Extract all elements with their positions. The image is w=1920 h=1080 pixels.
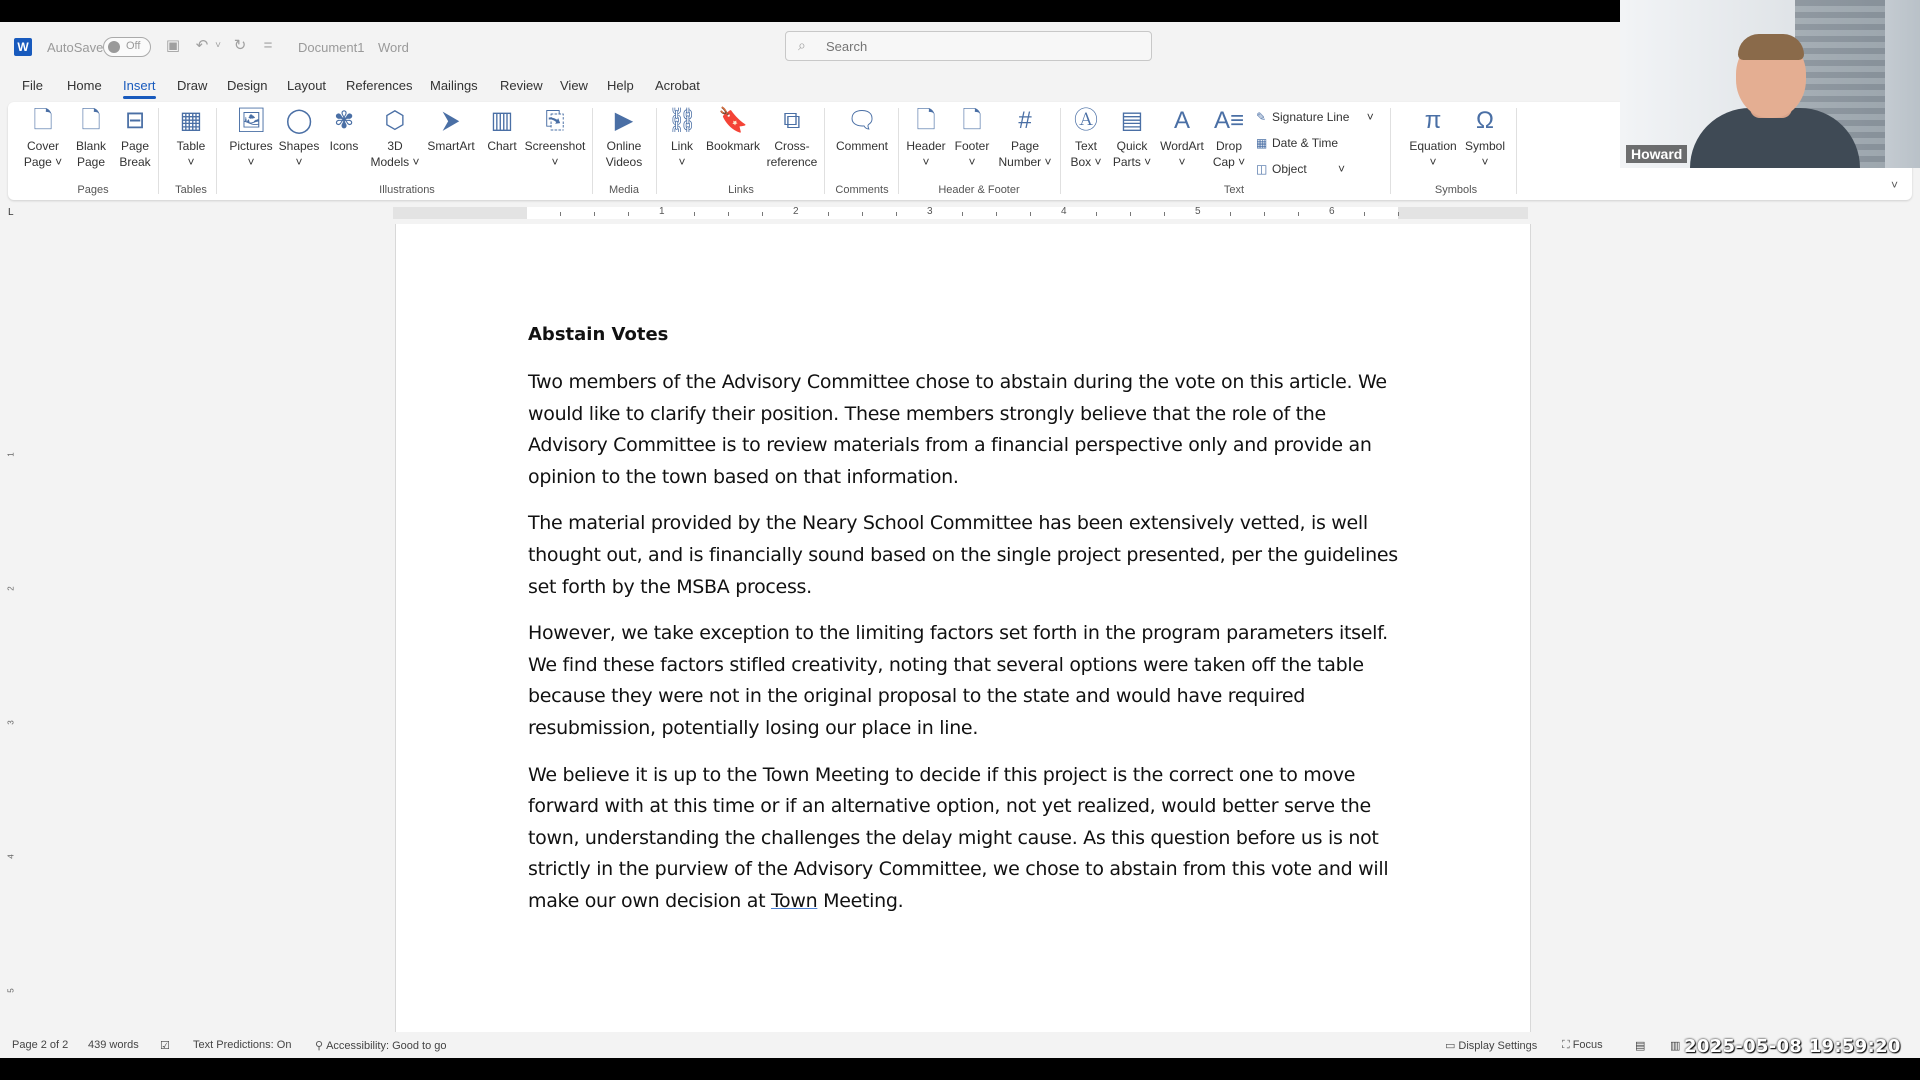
- signature-line-button[interactable]: ✎ Signature Line ˅: [1256, 110, 1374, 124]
- text-box-button[interactable]: Ⓐ Text Box ˅: [1070, 107, 1102, 169]
- ruler-number: 3: [927, 206, 933, 217]
- blank-page-icon: 🗋: [81, 107, 101, 134]
- ruler-tick: [1298, 212, 1299, 216]
- text-predictions[interactable]: Text Predictions: On: [193, 1039, 292, 1051]
- group-separator: [158, 108, 159, 194]
- dropdown-icon: ˅: [1366, 110, 1374, 124]
- group-label-links: Links: [728, 184, 754, 196]
- pi-icon: π: [1424, 107, 1442, 134]
- proofing-icon[interactable]: ☑: [160, 1040, 170, 1052]
- ruler-tick: [1096, 212, 1097, 216]
- tab-mailings[interactable]: Mailings: [430, 78, 478, 93]
- ruler-tick: [962, 212, 963, 216]
- tab-review[interactable]: Review: [500, 78, 543, 93]
- page-break-icon: ⊟: [124, 107, 146, 134]
- undo-icon[interactable]: ↶: [195, 37, 209, 54]
- link-button[interactable]: ⛓ Link ˅: [667, 107, 698, 169]
- paragraph-4: [528, 760, 1408, 918]
- paragraph-1: Two members of the Advisory Committee chose to abstain during the vote on this article. We would like to clarify their position. These members strongly believe that the role of the Advisory Committee is to review materials from a financial perspective only and provide an opinion to the town based on that information.: [528, 371, 1387, 488]
- paragraph-4-end: Meeting.: [817, 889, 904, 912]
- paragraph-3: However, we take exception to the limiting factors set forth in the program parameters itself. We find these factors stifled creativity, noting that several options were taken off the table because they were not in the original proposal to the state and would have required resubmission, potentially losing our place in line.: [528, 622, 1388, 739]
- page-count[interactable]: Page 2 of 2: [12, 1039, 69, 1051]
- document-canvas[interactable]: [24, 222, 1920, 1032]
- search-input[interactable]: [826, 37, 1126, 55]
- autosave-state: Off: [126, 40, 141, 52]
- document-heading: Abstain Votes: [528, 324, 669, 345]
- smartart-icon: ⮞: [442, 107, 460, 134]
- ruler-number: 5: [1195, 206, 1201, 217]
- ruler-tick: [762, 212, 763, 216]
- ruler-number: 4: [1061, 206, 1067, 217]
- group-separator: [824, 108, 825, 194]
- cover-page-icon: 🗋: [33, 107, 53, 134]
- date-time-button[interactable]: ▦ Date & Time: [1256, 136, 1339, 150]
- ruler-tick: [560, 212, 561, 216]
- smartart-button[interactable]: ⮞ SmartArt: [427, 107, 475, 153]
- search-box[interactable]: [785, 31, 1152, 61]
- recording-timestamp: 2025-05-08 19:59:20: [1684, 1036, 1901, 1057]
- ruler-tick: [1164, 212, 1165, 216]
- document-body[interactable]: [528, 324, 1408, 933]
- tab-selector-icon[interactable]: L: [8, 207, 14, 218]
- vruler-number: 5: [6, 988, 16, 993]
- wordart-button[interactable]: A WordArt ˅: [1160, 107, 1204, 169]
- group-separator: [656, 108, 657, 194]
- ruler-tick: [996, 212, 997, 216]
- table-icon: ▦: [179, 107, 203, 134]
- group-separator: [1516, 108, 1517, 194]
- ruler-track: [393, 207, 1528, 219]
- save-icon[interactable]: ▣: [165, 37, 181, 54]
- group-label-tables: Tables: [175, 184, 207, 196]
- footer-icon: 🗋: [962, 107, 982, 134]
- ruler-tick: [1130, 212, 1131, 216]
- tab-design[interactable]: Design: [227, 78, 268, 93]
- shapes-icon: ◯: [285, 107, 313, 134]
- screenshot-icon: ⎘: [545, 107, 565, 134]
- ruler-tick: [628, 212, 629, 216]
- group-label-header-footer: Header & Footer: [938, 184, 1020, 196]
- read-mode-icon[interactable]: ▤: [1635, 1040, 1646, 1052]
- vruler-number: 1: [6, 452, 16, 457]
- icons-button[interactable]: ✾ Icons: [329, 107, 359, 153]
- customize-qat-icon[interactable]: =: [263, 37, 273, 54]
- chart-icon: ▥: [490, 107, 514, 134]
- blank-page-button[interactable]: 🗋 Blank Page: [75, 107, 107, 169]
- dropdown-icon: ˅: [1338, 162, 1346, 176]
- redo-icon[interactable]: ↻: [233, 37, 247, 54]
- comment-icon: 🗨: [847, 107, 878, 134]
- cross-reference-icon: ⧉: [783, 107, 801, 134]
- group-separator: [592, 108, 593, 194]
- app-name: Word: [378, 40, 409, 55]
- print-layout-icon[interactable]: ▥: [1670, 1040, 1681, 1052]
- object-icon: ◫: [1256, 162, 1268, 176]
- bookmark-icon: 🔖: [718, 107, 748, 134]
- group-separator: [1390, 108, 1391, 194]
- autosave-label: AutoSave: [47, 40, 104, 55]
- tab-view[interactable]: View: [560, 78, 588, 93]
- ruler-tick: [1030, 212, 1031, 216]
- status-bar: [0, 1032, 1920, 1058]
- tab-references[interactable]: References: [346, 78, 413, 93]
- person-hair: [1738, 34, 1804, 60]
- object-button[interactable]: ◫ Object ˅: [1256, 162, 1346, 176]
- undo-dropdown-icon[interactable]: ˅: [215, 40, 221, 51]
- pictures-button[interactable]: 🖼 Pictures ˅: [229, 107, 273, 169]
- page-break-button[interactable]: ⊟ Page Break: [119, 107, 151, 169]
- group-label-symbols: Symbols: [1434, 184, 1478, 196]
- bookmark-button[interactable]: 🔖 Bookmark: [705, 107, 761, 153]
- group-label-illustrations: Illustrations: [379, 184, 435, 196]
- ruler-number: 6: [1329, 206, 1335, 217]
- word-logo-icon: W: [14, 38, 32, 56]
- header-icon: 🗋: [916, 107, 936, 134]
- ruler-tick: [594, 212, 595, 216]
- group-label-media: Media: [609, 184, 639, 196]
- group-separator: [216, 108, 217, 194]
- calendar-icon: ▦: [1256, 136, 1268, 150]
- ruler-tick: [1230, 212, 1231, 216]
- search-icon: ⌕: [798, 37, 806, 53]
- ruler-left-margin: [393, 207, 527, 219]
- text-box-icon: Ⓐ: [1074, 107, 1098, 134]
- display-settings[interactable]: ▭ Display Settings: [1445, 1040, 1538, 1052]
- accessibility-icon: ⚲: [315, 1040, 324, 1052]
- chart-button[interactable]: ▥ Chart: [487, 107, 517, 153]
- focus-mode[interactable]: ⛶ Focus: [1562, 1039, 1603, 1051]
- document-name: Document1: [298, 40, 365, 55]
- group-label-comments: Comments: [835, 184, 889, 196]
- wordart-icon: A: [1173, 107, 1190, 134]
- online-video-icon: ▶: [614, 107, 634, 134]
- online-videos-button[interactable]: ▶ Online Videos: [605, 107, 643, 169]
- ruler-tick: [1264, 212, 1265, 216]
- equation-button[interactable]: π Equation ˅: [1409, 107, 1457, 169]
- autosave-toggle[interactable]: [103, 37, 151, 57]
- focus-icon: ⛶: [1562, 1039, 1570, 1051]
- ruler-right-margin: [1398, 207, 1528, 219]
- group-separator: [1060, 108, 1061, 194]
- tab-insert[interactable]: Insert: [123, 78, 156, 93]
- 3d-models-button[interactable]: ⬡ 3D Models ˅: [370, 107, 420, 169]
- group-separator: [898, 108, 899, 194]
- comment-button[interactable]: 🗨 Comment: [835, 107, 888, 153]
- header-button[interactable]: 🗋 Header ˅: [906, 107, 946, 169]
- tab-layout[interactable]: Layout: [287, 78, 327, 93]
- signature-icon: ✎: [1256, 110, 1267, 124]
- tab-home[interactable]: Home: [67, 78, 102, 93]
- vruler-number: 3: [6, 720, 16, 725]
- drop-cap-icon: A≡: [1214, 107, 1245, 134]
- collapse-ribbon-icon[interactable]: ˅: [1890, 178, 1898, 192]
- ribbon-tabs: [0, 72, 1620, 100]
- ruler-tick: [896, 212, 897, 216]
- icons-icon: ✾: [333, 107, 355, 134]
- spelling-flagged-word[interactable]: Town: [770, 889, 818, 912]
- tab-acrobat[interactable]: Acrobat: [655, 78, 700, 93]
- group-label-text: Text: [1223, 184, 1245, 196]
- tab-draw[interactable]: Draw: [177, 78, 208, 93]
- document-page[interactable]: [395, 224, 1531, 1032]
- omega-icon: Ω: [1476, 107, 1494, 134]
- paragraph-4-text: We believe it is up to the Town Meeting to decide if this project is the correct one to move forward with at this time or if an alternative option, not yet realized, would better serve the town, understanding the challenges the delay might cause. As this question before us is not strictly in the purview of the Advisory Committee, we chose to abstain from this vote and will make our own decision at: [528, 763, 1389, 912]
- pictures-icon: 🖼: [236, 107, 267, 134]
- quick-parts-button[interactable]: ▤ Quick Parts ˅: [1112, 107, 1152, 169]
- screenshot-button[interactable]: ⎘ Screenshot ˅: [524, 107, 586, 169]
- ruler-tick: [694, 212, 695, 216]
- cube-icon: ⬡: [384, 107, 406, 134]
- quick-parts-icon: ▤: [1120, 107, 1144, 134]
- ruler-tick: [828, 212, 829, 216]
- table-button[interactable]: ▦ Table ˅: [176, 107, 206, 169]
- ruler-tick: [1398, 212, 1399, 216]
- tab-file[interactable]: File: [22, 78, 43, 93]
- symbol-button[interactable]: Ω Symbol ˅: [1464, 107, 1505, 169]
- link-icon: ⛓: [667, 107, 698, 134]
- tab-help[interactable]: Help: [607, 78, 634, 93]
- video-participant-tile: [1620, 0, 1920, 168]
- toggle-knob-icon: [108, 41, 120, 53]
- vertical-ruler[interactable]: [6, 228, 18, 1028]
- vruler-number: 4: [6, 854, 16, 859]
- display-settings-icon: ▭: [1445, 1040, 1456, 1052]
- word-count[interactable]: 439 words: [88, 1039, 139, 1051]
- paragraph-2: The material provided by the Neary School Committee has been extensively vetted, is well thought out, and is financially sound based on the single project presented, per the guidelines set forth by the MSBA process.: [528, 512, 1398, 598]
- ruler-number: 1: [659, 206, 665, 217]
- group-label-pages: Pages: [77, 184, 109, 196]
- vruler-number: 2: [6, 586, 16, 591]
- cross-reference-button[interactable]: ⧉ Cross- reference: [766, 107, 818, 169]
- ruler-tick: [1364, 212, 1365, 216]
- accessibility-status[interactable]: ⚲ Accessibility: Good to go: [315, 1040, 447, 1052]
- shapes-button[interactable]: ◯ Shapes ˅: [278, 107, 320, 169]
- drop-cap-button[interactable]: A≡ Drop Cap ˅: [1212, 107, 1246, 169]
- ruler-tick: [728, 212, 729, 216]
- page-number-button[interactable]: # Page Number ˅: [998, 107, 1052, 169]
- bottom-black-bar: [0, 1058, 1920, 1080]
- cover-page-button[interactable]: 🗋 Cover Page ˅: [23, 107, 63, 169]
- footer-button[interactable]: 🗋 Footer ˅: [954, 107, 990, 169]
- horizontal-ruler[interactable]: [0, 204, 1920, 222]
- participant-name: Howard: [1626, 145, 1687, 163]
- ruler-number: 2: [793, 206, 799, 217]
- ruler-tick: [862, 212, 863, 216]
- page-number-icon: #: [1018, 107, 1032, 134]
